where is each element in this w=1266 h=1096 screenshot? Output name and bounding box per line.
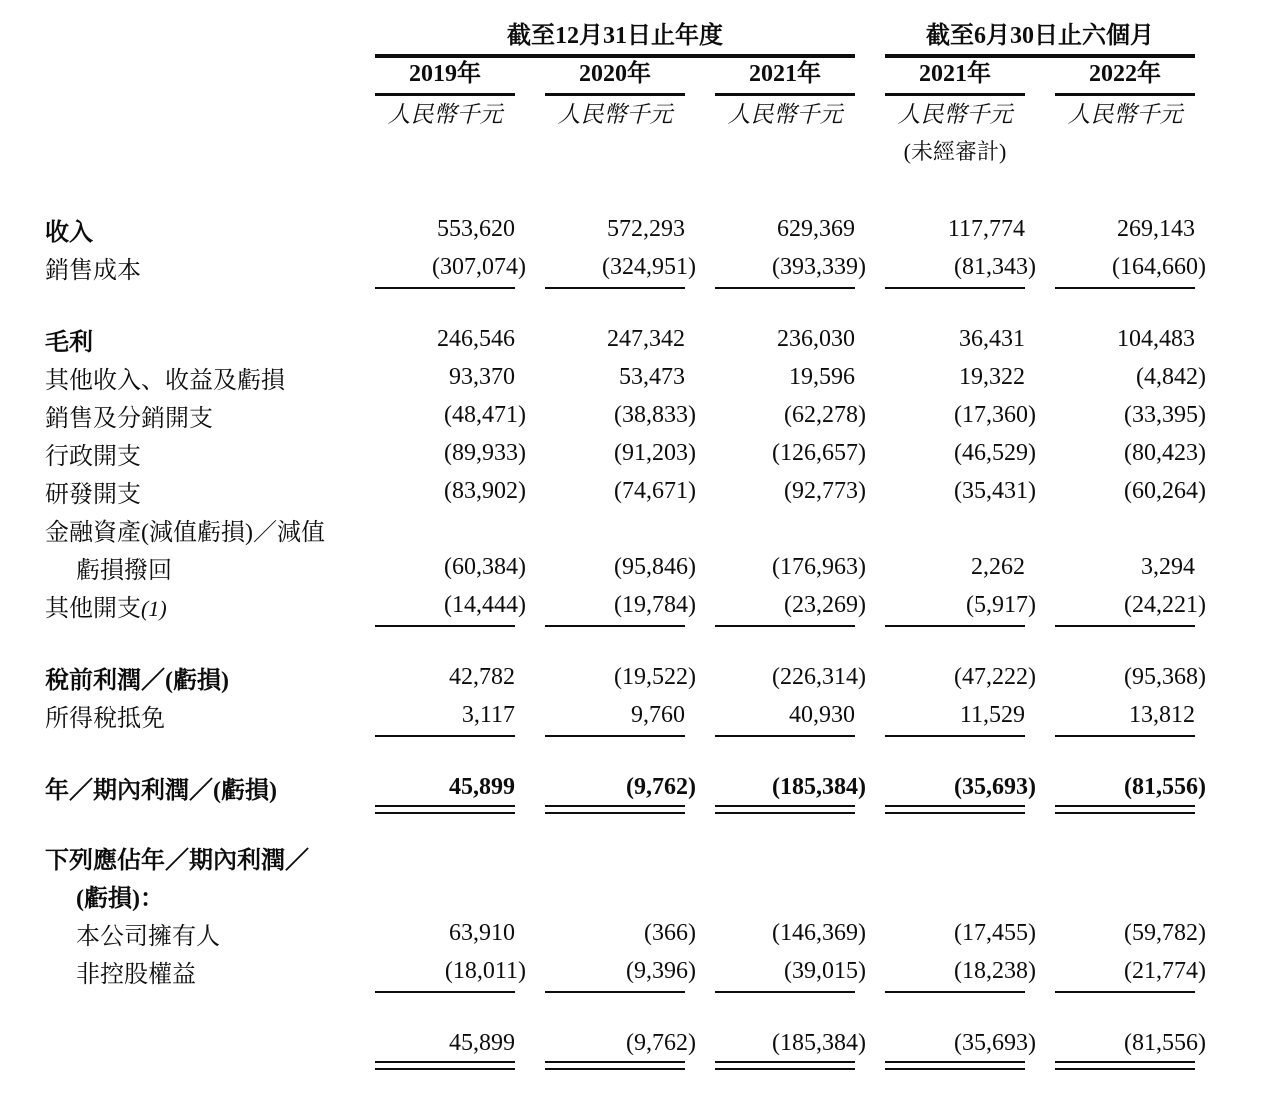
row-profit-before-tax (40, 658, 1195, 696)
period-group-row (40, 22, 1195, 58)
row-attributable-heading-cont (40, 876, 1195, 914)
row-label (40, 1024, 345, 1062)
value-cell: (9,762) (515, 768, 685, 806)
row-other-expenses (40, 586, 1195, 624)
value-cell: (9,762) (515, 1024, 685, 1062)
value-cell: 572,293 (607, 215, 685, 242)
value-cell: (9,396) (515, 952, 685, 990)
row-label: 收入 (45, 219, 93, 246)
unit-label: 人民幣千元 (897, 102, 1013, 127)
value-cell: 36,431 (959, 325, 1025, 352)
value-cell: (62,278) (784, 401, 866, 428)
row-label: 虧損撥回 (76, 557, 172, 584)
row-label: 其他收入、收益及虧損 (45, 367, 285, 394)
row-label: 銷售成本 (45, 257, 141, 284)
year-column-2021: 2021年 (715, 61, 855, 96)
value-cell: (14,444) (345, 586, 515, 624)
unaudited-note: (未經審計) (903, 138, 1007, 164)
row-income-tax-credit (40, 696, 1195, 734)
value-cell: (393,339) (685, 248, 855, 286)
row-label: (虧損)： (76, 885, 164, 912)
year-column-2019: 2019年 (375, 61, 515, 96)
row-rd-expenses (40, 472, 1195, 510)
period-group-annual-cell (345, 22, 855, 58)
value-cell: (59,782) (1124, 919, 1206, 946)
value-cell: (91,203) (614, 439, 696, 466)
row-non-controlling-interests (40, 952, 1195, 990)
value-cell: (39,015) (685, 952, 855, 990)
value-cell: (185,384) (685, 768, 855, 806)
value-cell: (83,902) (444, 477, 526, 504)
value-cell: (324,951) (515, 248, 685, 286)
row-label: 下列應佔年／期內利潤／ (45, 847, 309, 874)
value-cell: (35,693) (855, 768, 1025, 806)
value-cell: (19,522) (614, 663, 696, 690)
value-cell: (95,846) (614, 553, 696, 580)
row-gross-profit (40, 320, 1195, 358)
value-cell: (60,264) (1124, 477, 1206, 504)
row-label: 銷售及分銷開支 (45, 405, 213, 432)
row-label: 稅前利潤／(虧損) (45, 667, 229, 694)
value-cell: 40,930 (685, 696, 855, 734)
period-group-interim: 截至6月30日止六個月 (885, 22, 1195, 58)
value-cell: 42,782 (449, 663, 515, 690)
spacer-row (40, 286, 1195, 320)
spacer-row (40, 734, 1195, 768)
row-administrative-expenses (40, 434, 1195, 472)
value-cell: (35,693) (855, 1024, 1025, 1062)
spacer-row (40, 990, 1195, 1024)
value-cell: (146,369) (772, 919, 866, 946)
value-cell: 247,342 (607, 325, 685, 352)
year-column-2021-interim: 2021年 (885, 61, 1025, 96)
value-cell: 629,369 (777, 215, 855, 242)
value-cell: (23,269) (685, 586, 855, 624)
value-cell: (126,657) (772, 439, 866, 466)
value-cell: 13,812 (1025, 696, 1195, 734)
year-header-row (40, 58, 1195, 96)
value-cell: 3,117 (345, 696, 515, 734)
value-cell: (60,384) (444, 553, 526, 580)
value-cell: 45,899 (345, 1024, 515, 1062)
unit-label: 人民幣千元 (387, 102, 503, 127)
empty-corner (40, 22, 345, 58)
row-total (40, 1024, 1195, 1062)
value-cell: (81,343) (855, 248, 1025, 286)
value-cell: (226,314) (772, 663, 866, 690)
period-group-interim-cell (855, 22, 1195, 58)
value-cell: 19,596 (789, 363, 855, 390)
value-cell: (17,455) (954, 919, 1036, 946)
year-column-2022-interim: 2022年 (1055, 61, 1195, 96)
value-cell: (47,222) (954, 663, 1036, 690)
year-column-2020: 2020年 (545, 61, 685, 96)
spacer-row (40, 624, 1195, 658)
row-selling-distribution-expenses (40, 396, 1195, 434)
row-financial-assets-impairment (40, 510, 1195, 548)
value-cell: (19,784) (515, 586, 685, 624)
value-cell: 19,322 (959, 363, 1025, 390)
value-cell: 269,143 (1117, 215, 1195, 242)
value-cell: (92,773) (784, 477, 866, 504)
value-cell: 3,294 (1141, 553, 1195, 580)
value-cell: 236,030 (777, 325, 855, 352)
value-cell: (176,963) (772, 553, 866, 580)
row-label: 本公司擁有人 (76, 923, 220, 950)
row-label: 非控股權益 (76, 961, 196, 988)
unit-label: 人民幣千元 (557, 102, 673, 127)
unit-label: 人民幣千元 (727, 102, 843, 127)
value-cell: (4,842) (1136, 363, 1206, 390)
row-owners-of-company (40, 914, 1195, 952)
value-cell: 9,760 (515, 696, 685, 734)
value-cell: 104,483 (1117, 325, 1195, 352)
value-cell: (48,471) (444, 401, 526, 428)
value-cell: (24,221) (1025, 586, 1195, 624)
row-attributable-heading (40, 838, 1195, 876)
unit-label: 人民幣千元 (1067, 102, 1183, 127)
row-label: 其他開支(1) (45, 595, 167, 622)
value-cell: 93,370 (449, 363, 515, 390)
row-label: 研發開支 (45, 481, 141, 508)
value-cell: (35,431) (954, 477, 1036, 504)
value-cell: (366) (644, 919, 696, 946)
value-cell: (21,774) (1025, 952, 1195, 990)
value-cell: 45,899 (345, 768, 515, 806)
row-other-income-gains-losses (40, 358, 1195, 396)
row-profit-for-year-period (40, 768, 1195, 806)
row-revenue (40, 210, 1195, 248)
value-cell: (74,671) (614, 477, 696, 504)
value-cell: (81,556) (1025, 768, 1195, 806)
value-cell: (18,238) (855, 952, 1025, 990)
footnote-marker: (1) (141, 595, 167, 621)
value-cell: 63,910 (449, 919, 515, 946)
value-cell: 553,620 (437, 215, 515, 242)
value-cell: (17,360) (954, 401, 1036, 428)
value-cell: (80,423) (1124, 439, 1206, 466)
value-cell: (33,395) (1124, 401, 1206, 428)
row-cost-of-sales (40, 248, 1195, 286)
row-impairment-reversal (40, 548, 1195, 586)
row-label: 金融資產(減值虧損)／減值 (45, 519, 325, 546)
unit-row (40, 96, 1195, 134)
row-label: 年／期內利潤／(虧損) (45, 777, 277, 804)
income-statement-table (40, 22, 1206, 1062)
row-label: 行政開支 (45, 443, 141, 470)
value-cell: (89,933) (444, 439, 526, 466)
row-label: 毛利 (45, 329, 93, 356)
value-cell: 117,774 (947, 215, 1025, 242)
value-cell: 53,473 (619, 363, 685, 390)
value-cell: 2,262 (971, 553, 1025, 580)
value-cell: (5,917) (855, 586, 1025, 624)
value-cell: (164,660) (1025, 248, 1195, 286)
value-cell: (46,529) (954, 439, 1036, 466)
value-cell: (307,074) (345, 248, 515, 286)
value-cell: (18,011) (345, 952, 515, 990)
value-cell: 246,546 (437, 325, 515, 352)
value-cell: (81,556) (1025, 1024, 1195, 1062)
period-group-annual: 截至12月31日止年度 (375, 22, 855, 58)
value-cell: (95,368) (1124, 663, 1206, 690)
value-cell: (185,384) (685, 1024, 855, 1062)
row-label: 所得稅抵免 (45, 705, 165, 732)
value-cell: 11,529 (855, 696, 1025, 734)
value-cell: (38,833) (614, 401, 696, 428)
unaudited-note-row (40, 134, 1195, 168)
spacer-row (40, 168, 1195, 210)
